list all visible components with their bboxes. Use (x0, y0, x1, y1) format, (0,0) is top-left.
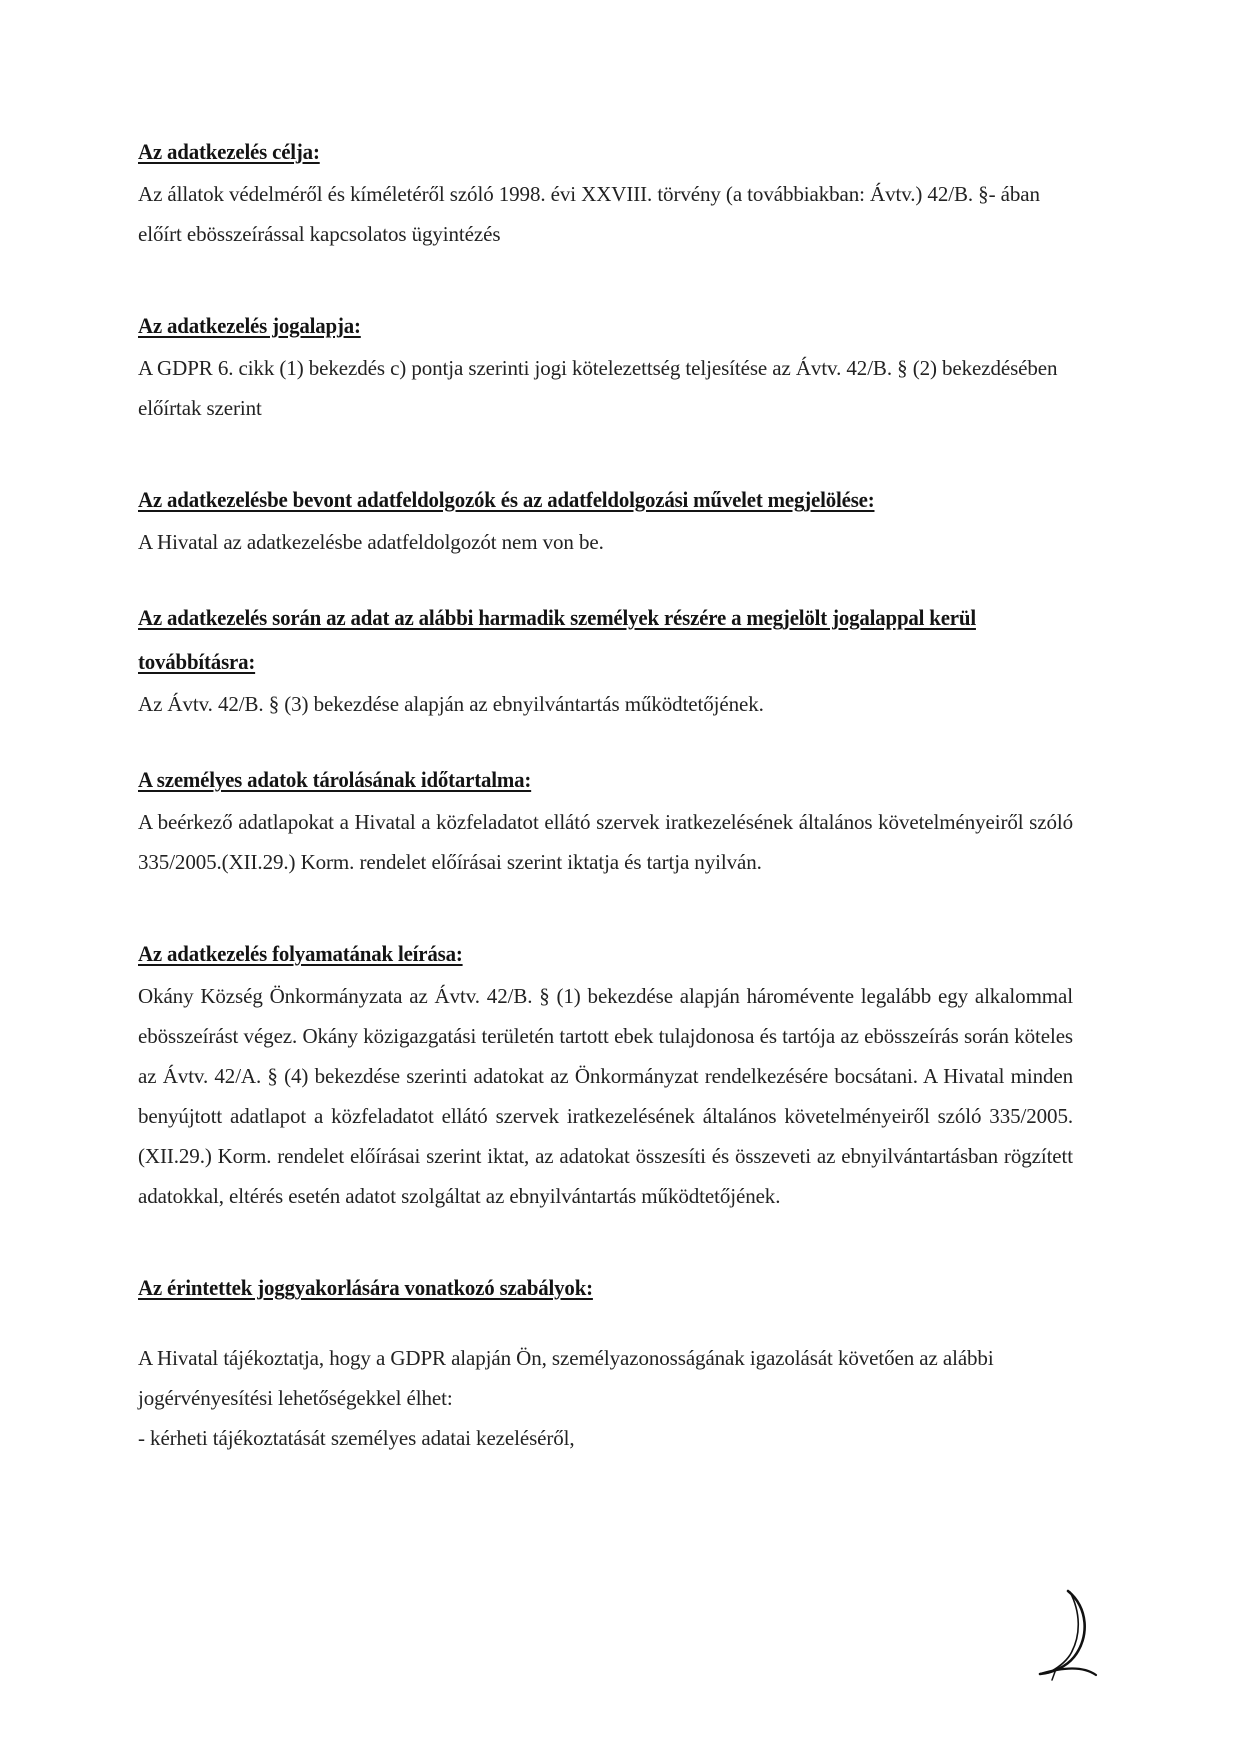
section-heading: Az adatkezelés célja: (138, 139, 320, 164)
section-process-description (138, 932, 1073, 1216)
document-page (138, 130, 1073, 1458)
rights-list-item: - kérheti tájékoztatását személyes adatai kezeléséről, (138, 1426, 575, 1450)
section-storage-duration (138, 758, 1073, 882)
section-paragraph: A beérkező adatlapokat a Hivatal a közfeladatot ellátó szervek iratkezelésének általános követelményeiről szóló 335/2005.(XII.29.) Korm. rendelet előírásai szerint iktatja és tartja nyilván. (138, 810, 1073, 874)
section-heading: Az adatkezelés során az adat az alábbi harmadik személyek részére a megjelölt jogalappal kerül továbbításra: (138, 605, 976, 674)
section-processors (138, 478, 1073, 562)
section-heading: Az adatkezelés folyamatának leírása: (138, 941, 463, 966)
section-paragraph: A GDPR 6. cikk (1) bekezdés c) pontja szerinti jogi kötelezettség teljesítése az Ávtv. 42/B. § (2) bekezdésében előírtak szerint (138, 356, 1058, 420)
section-heading: Az érintettek joggyakorlására vonatkozó szabályok: (138, 1275, 593, 1300)
section-third-party-transfer (138, 596, 1073, 724)
section-data-subject-rights (138, 1266, 1073, 1458)
section-purpose (138, 130, 1073, 254)
section-heading: A személyes adatok tárolásának időtartalma: (138, 767, 532, 792)
section-paragraph: A Hivatal az adatkezelésbe adatfeldolgozót nem von be. (138, 530, 604, 554)
section-paragraph: Az Ávtv. 42/B. § (3) bekezdése alapján az ebnyilvántartás működtetőjének. (138, 692, 764, 716)
section-paragraph: Az állatok védelméről és kíméletéről szóló 1998. évi XXVIII. törvény (a továbbiakban: Ávtv.) 42/B. §- ában előírt ebösszeírással kapcsolatos ügyintézés (138, 182, 1040, 246)
section-legal-basis (138, 304, 1073, 428)
section-paragraph: Okány Község Önkormányzata az Ávtv. 42/B. § (1) bekezdése alapján háromévente legalább egy alkalommal ebösszeírást végez. Okány közigazgatási területén tartott ebek tulajdonosa és tartója az ebösszeírás során köteles az Ávtv. 42/A. § (4) bekezdése szerinti adatokat az Önkormányzat rendelkezésére bocsátani. A Hivatal minden benyújtott adatlapot a közfeladatot ellátó szervek iratkezelésének általános követelményeiről szóló 335/2005.(XII.29.) Korm. rendelet előírásai szerint iktat, az adatokat összesíti és összeveti az ebnyilvántartásban rögzített adatokkal, eltérés esetén adatot szolgáltat az ebnyilvántartás működtetőjének. (138, 984, 1073, 1208)
handwritten-initial-signature-icon (1030, 1585, 1120, 1685)
section-heading: Az adatkezelésbe bevont adatfeldolgozók és az adatfeldolgozási művelet megjelölése: (138, 487, 875, 512)
section-paragraph: A Hivatal tájékoztatja, hogy a GDPR alapján Ön, személyazonosságának igazolását követően az alábbi jogérvényesítési lehetőségekkel élhet: (138, 1346, 994, 1410)
section-heading: Az adatkezelés jogalapja: (138, 313, 361, 338)
